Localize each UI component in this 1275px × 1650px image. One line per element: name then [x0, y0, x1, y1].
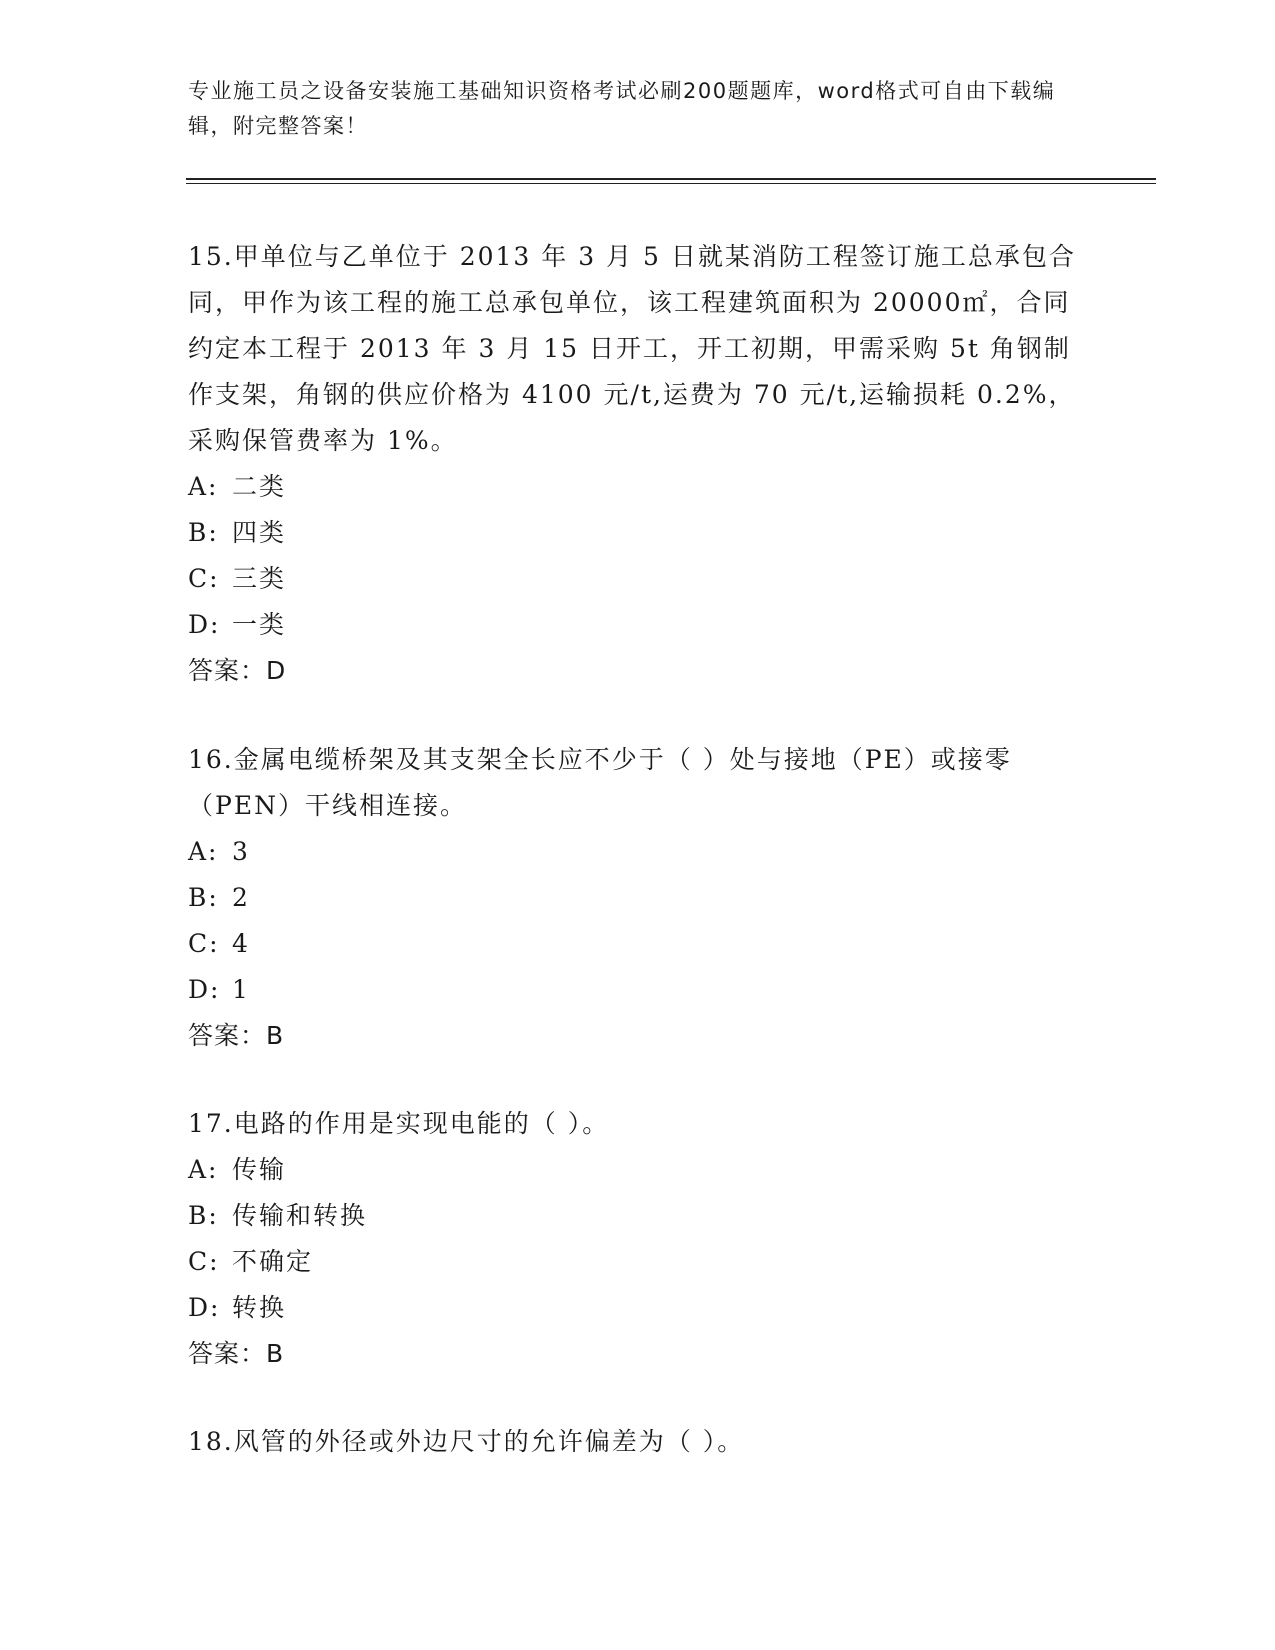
option-c [188, 556, 1088, 602]
option-text: 3 [232, 837, 250, 866]
option-letter: B: [188, 518, 219, 547]
question-17 [188, 1101, 1088, 1377]
option-letter: C: [188, 1247, 220, 1276]
question-stem: 17.电路的作用是实现电能的（ ）。 [188, 1109, 610, 1138]
option-text: 4 [232, 929, 250, 958]
question-stem: 15.甲单位与乙单位于 2013 年 3 月 5 日就某消防工程签订施工总承包合同，甲作为该工程的施工总承包单位，该工程建筑面积为 20000㎡，合同约定本工程于 2013 年 3 月 15 日开工，开工初期，甲需采购 5t 角钢制作支架，角钢的供应价格为 4100 元/t,运费为 70 元/t,运输损耗 0.2%，采购保管费率为 1%。 [188, 242, 1076, 455]
option-letter: A: [188, 837, 219, 866]
question-16 [188, 737, 1088, 1059]
option-a [188, 464, 1088, 510]
header-divider-thick [186, 178, 1156, 180]
option-text: 1 [232, 975, 250, 1004]
option-c [188, 1239, 1088, 1285]
option-text: 传输和转换 [232, 1201, 368, 1230]
option-letter: C: [188, 929, 220, 958]
option-text: 2 [232, 883, 250, 912]
option-text: 不确定 [232, 1247, 314, 1276]
question-18 [188, 1419, 1088, 1465]
option-letter: B: [188, 1201, 219, 1230]
option-c [188, 921, 1088, 967]
question-stem: 16.金属电缆桥架及其支架全长应不少于（ ）处与接地（PE）或接零（PEN）干线相连接。 [188, 745, 1012, 820]
option-letter: A: [188, 472, 219, 501]
option-letter: D: [188, 975, 221, 1004]
answer-line: 答案：B [188, 1021, 285, 1050]
option-a [188, 829, 1088, 875]
option-text: 三类 [232, 564, 287, 593]
option-b [188, 510, 1088, 556]
option-b [188, 875, 1088, 921]
answer-line: 答案：D [188, 656, 287, 685]
question-15 [188, 234, 1088, 694]
option-text: 二类 [232, 472, 287, 501]
option-text: 一类 [232, 610, 287, 639]
option-letter: D: [188, 1293, 221, 1322]
option-d [188, 1285, 1088, 1331]
option-a [188, 1147, 1088, 1193]
answer-line: 答案：B [188, 1339, 285, 1368]
header-divider-thin [186, 183, 1156, 184]
question-stem: 18.风管的外径或外边尺寸的允许偏差为（ ）。 [188, 1427, 745, 1456]
document-header-title: 专业施工员之设备安装施工基础知识资格考试必刷200题题库，word格式可自由下载编辑，附完整答案！ [188, 79, 1056, 138]
option-letter: D: [188, 610, 221, 639]
option-letter: C: [188, 564, 220, 593]
option-b [188, 1193, 1088, 1239]
option-letter: A: [188, 1155, 219, 1184]
option-letter: B: [188, 883, 219, 912]
option-text: 四类 [232, 518, 287, 547]
option-d [188, 602, 1088, 648]
option-text: 传输 [232, 1155, 287, 1184]
option-text: 转换 [232, 1293, 287, 1322]
option-d [188, 967, 1088, 1013]
